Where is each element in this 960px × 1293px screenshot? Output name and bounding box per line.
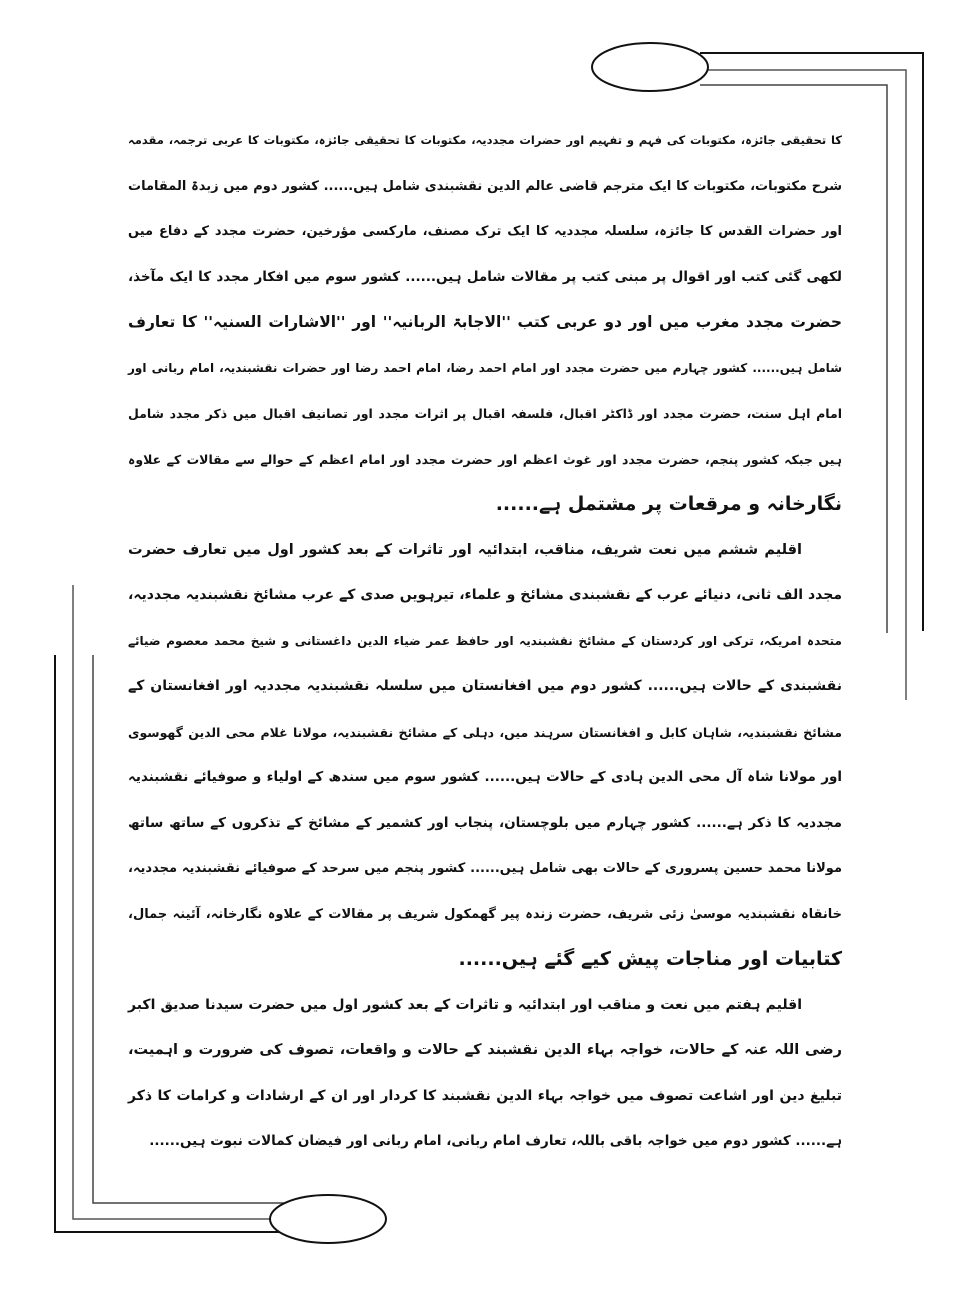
- text-line: کا تحقیقی جائزہ، مکتوبات کی فہم و تفہیم اور حضرات مجددیہ، مکتوبات کا تحقیقی جائزہ، مکتوبات کا عربی ترجمہ، مقدمہ: [128, 133, 842, 147]
- text-line: اقلیم ششم میں نعت شریف، مناقب، ابتدائیہ اور تاثرات کے بعد کشور اول میں تعارف حضرت: [128, 541, 802, 558]
- text-line: اقلیم ہفتم میں نعت و مناقب اور ابتدائیہ و تاثرات کے بعد کشور اول میں حضرت سیدنا صدیق اکبر: [128, 996, 802, 1013]
- text-line: تبلیغ دین اور اشاعت تصوف میں خواجہ بہاء الدین نقشبند کا کردار اور ان کے ارشادات و کرامات کا ذکر: [128, 1087, 842, 1104]
- text-line: ہیں جبکہ کشور پنجم، حضرت مجدد اور غوث اعظم اور حضرت مجدد اور امام اعظم کے حوالے سے مقالات کے علاوہ: [128, 451, 842, 467]
- text-line: نگارخانہ و مرقعات پر مشتمل ہے......: [495, 493, 842, 515]
- text-line: خانقاہ نقشبندیہ موسیٰ زئی شریف، حضرت زندہ پیر گھمکول شریف پر مقالات کے علاوہ نگارخانہ، آئینہ جمال،: [128, 906, 842, 922]
- text-line: اور مولانا شاہ آل محی الدین ہادی کے حالات ہیں...... کشور سوم میں سندھ کے اولیاء و صوفیائے نقشبندیہ: [128, 769, 842, 785]
- text-line: مولانا محمد حسین پسروری کے حالات بھی شامل ہیں...... کشور پنجم میں سرحد کے صوفیائے نقشبندیہ مجددیہ،: [128, 861, 842, 876]
- text-line: متحدہ امریکہ، ترکی اور کردستان کے مشائخ نقشبندیہ اور حافظ عمر ضیاء الدین داغستانی و شیخ محمد معصوم ضیائے: [128, 633, 842, 648]
- bottom-oval-ornament: [270, 1195, 386, 1243]
- text-line: رضی اللہ عنہ کے حالات، خواجہ بہاء الدین نقشبند کے حالات و واقعات، تصوف کی ضرورت و اہمیت،: [128, 1042, 842, 1058]
- paragraph-2: [128, 528, 842, 983]
- text-line: حضرت مجدد مغرب میں اور دو عربی کتب ''الاجابۃ الربانیہ'' اور ''الاشارات السنیہ'' کا تعارف: [128, 313, 842, 331]
- text-line: ہے...... کشور دوم میں خواجہ باقی باللہ، تعارف امام ربانی، امام ربانی اور فیضان کمالات نبوت ہیں......: [149, 1133, 842, 1149]
- text-line: شامل ہیں...... کشور چہارم میں حضرت مجدد اور امام احمد رضا، امام احمد رضا اور حضرات نقشبندیہ، امام ربانی اور: [128, 360, 842, 375]
- paragraph-3: [128, 983, 842, 1165]
- top-oval-ornament: [592, 43, 708, 91]
- text-line: مجددیہ کا ذکر ہے...... کشور چہارم میں بلوچستان، پنجاب اور کشمیر کے مشائخ کے تذکروں کے ساتھ ساتھ: [128, 814, 842, 831]
- text-line: اور حضرات القدس کا جائزہ، سلسلہ مجددیہ کا ایک ترک مصنف، مارکسی مؤرخین، حضرت مجدد کے دفاع میں: [128, 224, 842, 239]
- text-line: مشائخ نقشبندیہ، شاہان کابل و افغانستان سرہند میں، دہلی کے مشائخ نقشبندیہ، مولانا غلام محی الدین گھوسوی: [128, 724, 842, 740]
- paragraph-1: [128, 118, 842, 528]
- text-line: لکھی گئی کتب اور اقوال پر مبنی کتب پر مقالات شامل ہیں...... کشور سوم میں افکار مجدد کا ایک مآخذ،: [128, 268, 842, 285]
- document-body: [128, 118, 842, 1165]
- text-line: نقشبندی کے حالات ہیں...... کشور دوم میں افغانستان میں سلسلہ نقشبندیہ مجددیہ اور افغانستان کے: [128, 678, 842, 694]
- text-line: مجدد الف ثانی، دنیائے عرب کے نقشبندی مشائخ و علماء، تیرہویں صدی کے عرب مشائخ نقشبندیہ مجددیہ،: [128, 587, 842, 603]
- text-line: شرح مکتوبات، مکتوبات کا ایک مترجم قاضی عالم الدین نقشبندی شامل ہیں...... کشور دوم میں زبدۃ المقامات: [128, 178, 842, 194]
- text-line: کتابیات اور مناجات پیش کیے گئے ہیں......: [458, 948, 842, 970]
- text-line: امام اہل سنت، حضرت مجدد اور ڈاکٹر اقبال، فلسفہ اقبال پر اثرات مجدد اور تصانیف اقبال میں ذکر مجدد شامل: [128, 406, 842, 421]
